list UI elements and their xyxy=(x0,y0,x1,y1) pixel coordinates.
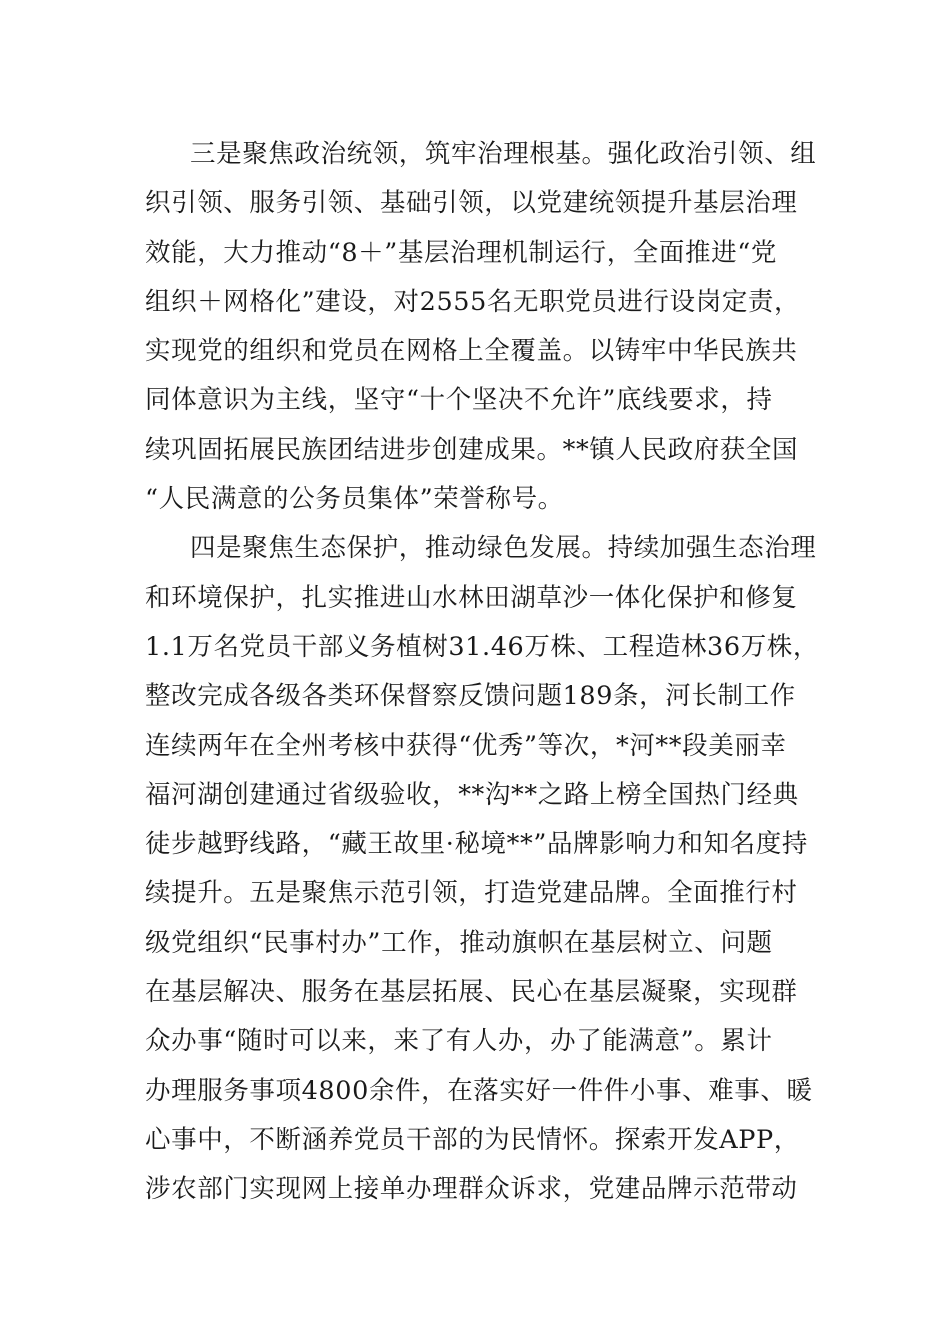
paragraph-line: 四是聚焦生态保护，推动绿色发展。持续加强生态治理 xyxy=(190,533,817,564)
paragraph-line: 在基层解决、服务在基层拓展、民心在基层凝聚，实现群 xyxy=(145,977,798,1008)
paragraph-line: 徒步越野线路，“藏王故里·秘境**”品牌影响力和知名度持 xyxy=(145,829,808,860)
paragraph-line: 组织＋网格化”建设，对2555名无职党员进行设岗定责， xyxy=(145,286,801,317)
paragraph-line: 效能，大力推动“8＋”基层治理机制运行，全面推进“党 xyxy=(145,237,777,268)
paragraph-line: 织引领、服务引领、基础引领，以党建统领提升基层治理 xyxy=(145,188,798,219)
paragraph-line: 续巩固拓展民族团结进步创建成果。**镇人民政府获全国 xyxy=(145,434,799,465)
body-text xyxy=(145,130,825,1215)
paragraph-line: 实现党的组织和党员在网格上全覆盖。以铸牢中华民族共 xyxy=(145,336,798,367)
paragraph-line: 福河湖创建通过省级验收，**沟**之路上榜全国热门经典 xyxy=(145,779,799,810)
paragraph-line: 续提升。五是聚焦示范引领，打造党建品牌。全面推行村 xyxy=(145,878,798,909)
paragraph-line: 1.1万名党员干部义务植树31.46万株、工程造林36万株， xyxy=(145,631,820,662)
paragraph-line: “人民满意的公务员集体”荣誉称号。 xyxy=(145,484,564,515)
paragraph-line: 办理服务事项4800余件，在落实好一件件小事、难事、暖 xyxy=(145,1075,813,1106)
paragraph-line: 三是聚焦政治统领，筑牢治理根基。强化政治引领、组 xyxy=(190,139,817,169)
paragraph-line: 级党组织“民事村办”工作，推动旗帜在基层树立、问题 xyxy=(145,927,773,958)
paragraph-line: 和环境保护，扎实推进山水林田湖草沙一体化保护和修复 xyxy=(145,582,798,613)
paragraph-line: 连续两年在全州考核中获得“优秀”等次，*河**段美丽幸 xyxy=(145,730,787,761)
paragraph-line: 众办事“随时可以来，来了有人办，办了能满意”。累计 xyxy=(145,1026,773,1057)
paragraph-line: 同体意识为主线，坚守“十个坚决不允许”底线要求，持 xyxy=(145,385,773,416)
paragraph-line: 涉农部门实现网上接单办理群众诉求，党建品牌示范带动 xyxy=(145,1174,798,1205)
paragraph-line: 心事中，不断涵养党员干部的为民情怀。探索开发APP， xyxy=(145,1124,800,1155)
paragraph-line: 整改完成各级各类环保督察反馈问题189条，河长制工作 xyxy=(145,681,796,712)
